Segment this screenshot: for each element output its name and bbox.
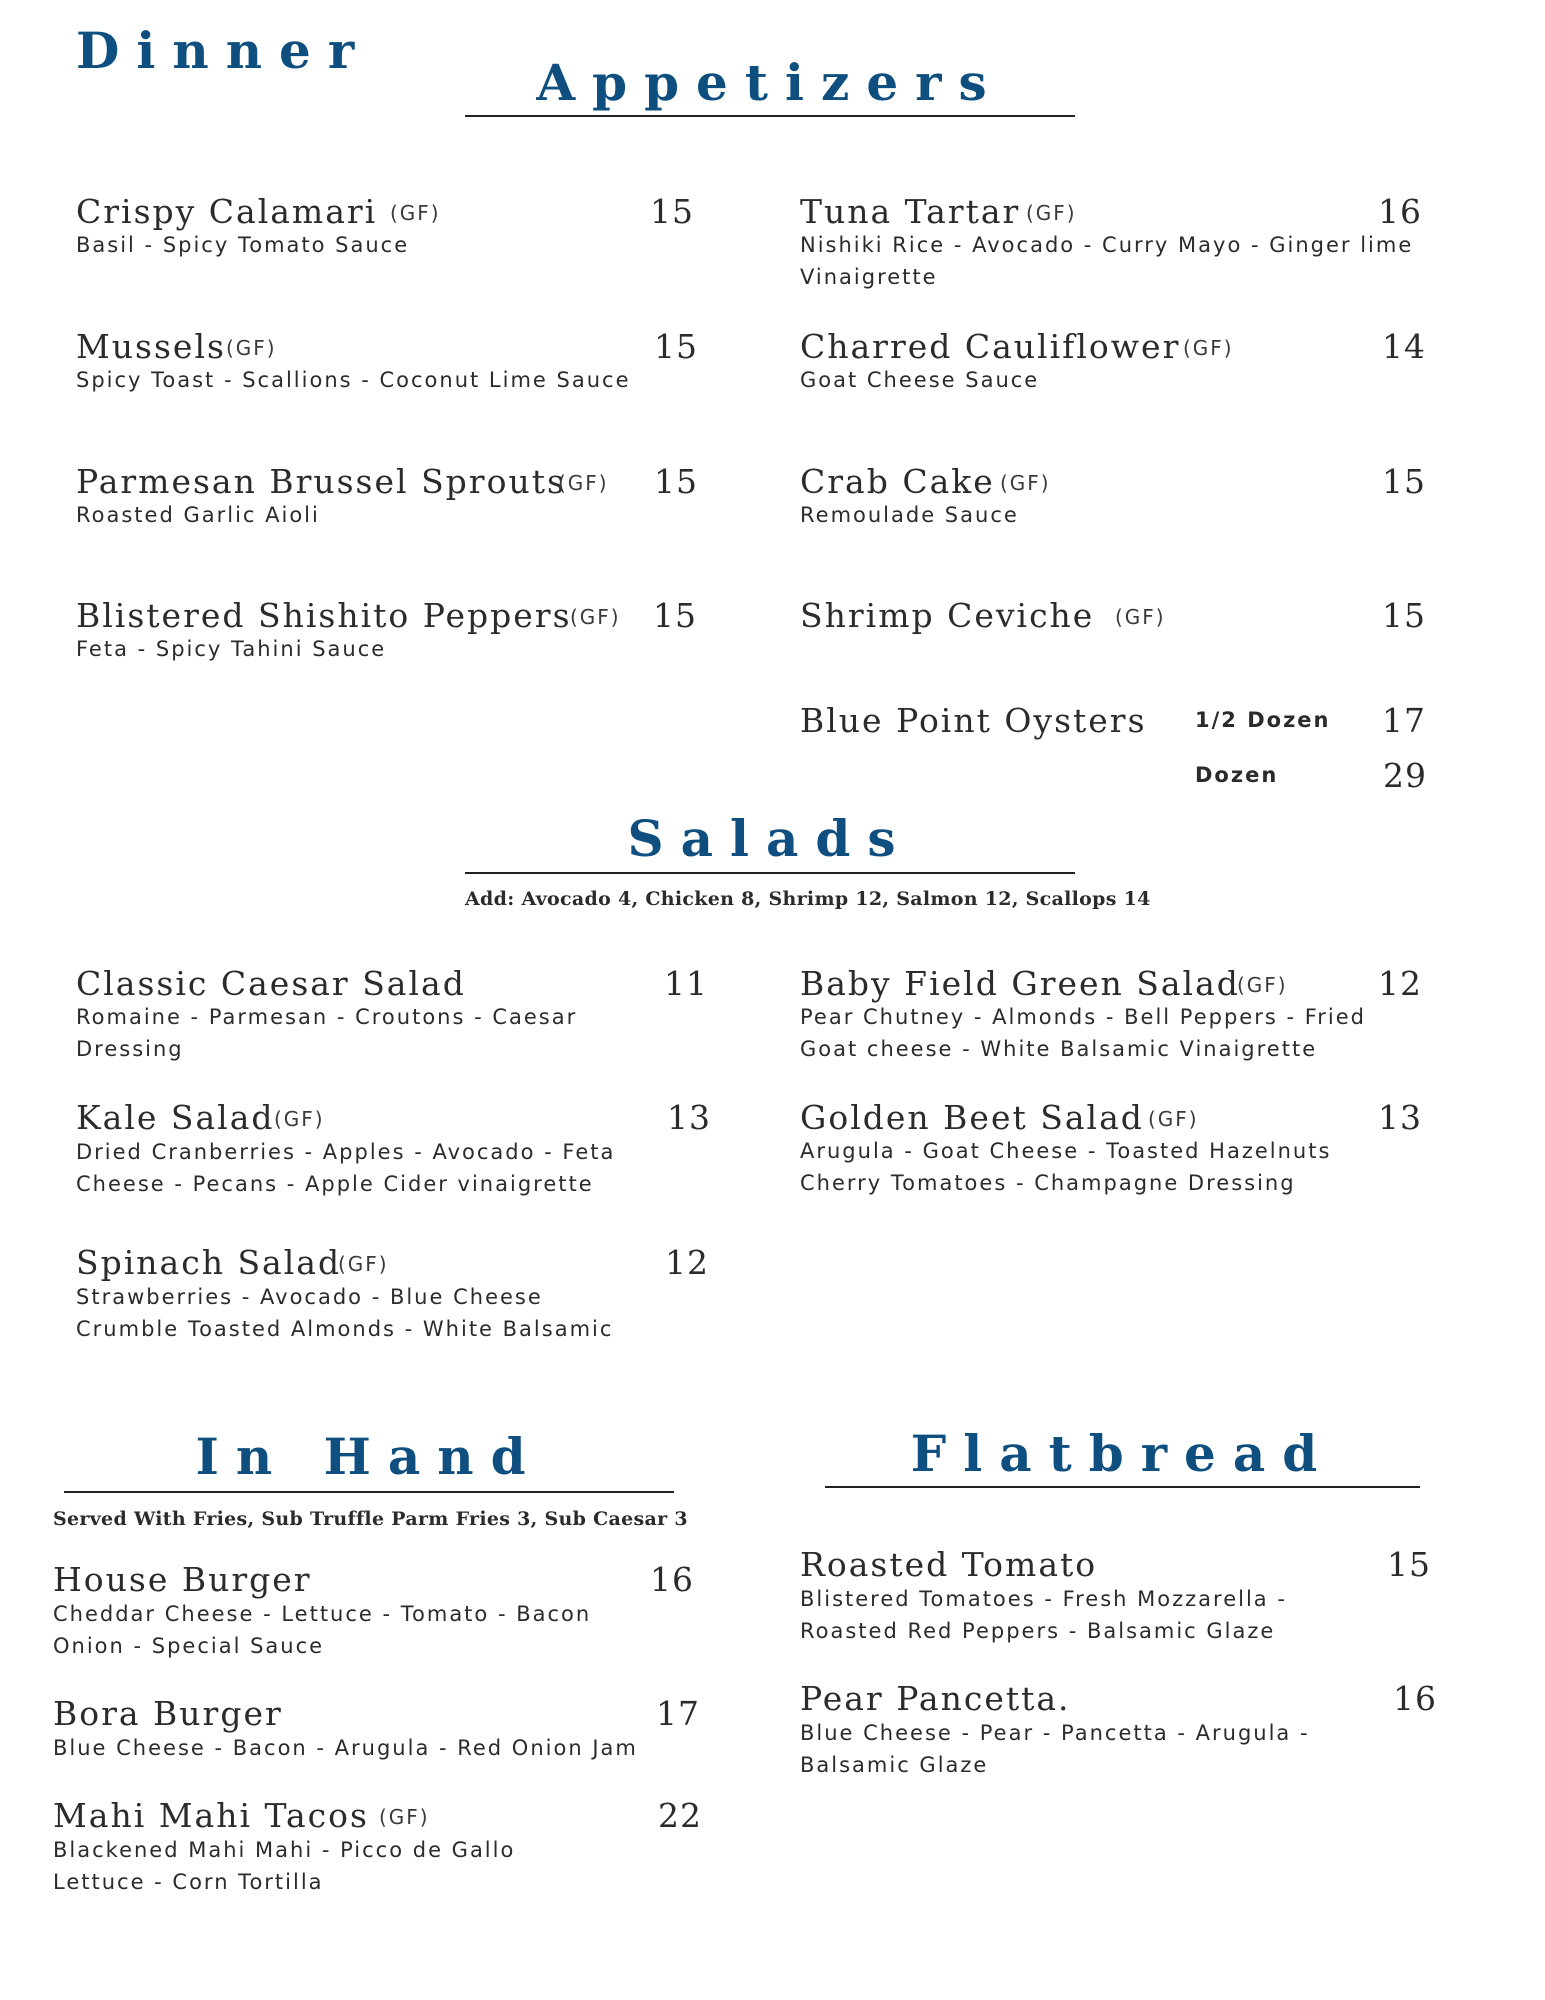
menu-item-description: Blistered Tomatoes - Fresh Mozzarella - [800,1587,1287,1611]
in-hand-divider [64,1491,674,1493]
menu-item-price: 29 [1383,756,1427,795]
menu-item-price: 11 [664,964,708,1003]
gluten-free-tag: (GF) [338,1252,389,1276]
menu-item-description: Dressing [76,1037,184,1061]
menu-item-name: Golden Beet Salad [800,1098,1144,1137]
gluten-free-tag: (GF) [558,471,609,495]
menu-item-name: Bora Burger [53,1694,283,1733]
appetizers-heading: Appetizers [536,53,1004,112]
menu-item-price: 15 [1387,1545,1431,1584]
menu-item-price: 22 [658,1796,702,1835]
menu-item-name: Mussels [76,327,226,366]
gluten-free-tag: (GF) [1183,336,1234,360]
menu-item-price: 15 [654,327,698,366]
menu-item-description: Basil - Spicy Tomato Sauce [76,233,410,257]
in-hand-sides-note: Served With Fries, Sub Truffle Parm Fries 3, Sub Caesar 3 [53,1508,688,1530]
menu-item-description: Cheddar Cheese - Lettuce - Tomato - Bacon [53,1602,592,1626]
gluten-free-tag: (GF) [570,605,621,629]
gluten-free-tag: (GF) [379,1805,430,1829]
menu-item-price: 13 [667,1098,711,1137]
menu-item-name: Charred Cauliflower [800,327,1181,366]
menu-item-description: Crumble Toasted Almonds - White Balsamic [76,1317,614,1341]
menu-item-description: Blue Cheese - Pear - Pancetta - Arugula - [800,1721,1310,1745]
menu-item-price: 12 [1378,964,1422,1003]
flatbread-heading: Flatbread [910,1424,1335,1483]
menu-item-price: 15 [650,192,694,231]
menu-item-price: 13 [1378,1098,1422,1137]
menu-item-name: House Burger [53,1560,312,1599]
menu-item-description: Goat cheese - White Balsamic Vinaigrette [800,1037,1318,1061]
salads-divider [465,872,1075,874]
portion-label: 1/2 Dozen [1195,708,1331,732]
menu-item-price: 17 [656,1694,700,1733]
menu-item-price: 14 [1382,327,1426,366]
menu-item-name: Pear Pancetta. [800,1679,1071,1718]
menu-item-description: Goat Cheese Sauce [800,368,1040,392]
menu-item-name: Blistered Shishito Peppers [76,596,572,635]
menu-item-name: Parmesan Brussel Sprouts [76,462,566,501]
menu-item-description: Blue Cheese - Bacon - Arugula - Red Onion Jam [53,1736,638,1760]
salad-addons-note: Add: Avocado 4, Chicken 8, Shrimp 12, Salmon 12, Scallops 14 [465,888,1151,910]
menu-item-description: Remoulade Sauce [800,503,1019,527]
flatbread-divider [825,1486,1420,1488]
menu-item-description: Lettuce - Corn Tortilla [53,1870,324,1894]
menu-item-description: Blackened Mahi Mahi - Picco de Gallo [53,1838,516,1862]
menu-item-description: Arugula - Goat Cheese - Toasted Hazelnuts [800,1139,1332,1163]
menu-item-name: Shrimp Ceviche [800,596,1095,635]
menu-item-name: Crispy Calamari [76,192,378,231]
appetizers-divider [465,115,1075,117]
menu-item-name: Classic Caesar Salad [76,964,466,1003]
menu-item-price: 15 [1382,596,1426,635]
gluten-free-tag: (GF) [274,1107,325,1131]
menu-item-name: Baby Field Green Salad [800,964,1240,1003]
menu-item-price: 17 [1382,701,1426,740]
portion-label: Dozen [1195,763,1279,787]
menu-item-name: Kale Salad [76,1098,275,1137]
menu-item-name: Roasted Tomato [800,1545,1098,1584]
gluten-free-tag: (GF) [390,201,441,225]
menu-item-description: Nishiki Rice - Avocado - Curry Mayo - Ginger lime [800,233,1414,257]
menu-item-price: 15 [654,462,698,501]
menu-item-description: Strawberries - Avocado - Blue Cheese [76,1285,543,1309]
menu-item-price: 12 [665,1243,709,1282]
menu-item-price: 16 [1378,192,1422,231]
menu-item-name: Crab Cake [800,462,995,501]
gluten-free-tag: (GF) [1148,1107,1199,1131]
menu-item-description: Balsamic Glaze [800,1753,989,1777]
in-hand-heading: In Hand [195,1427,543,1486]
menu-item-name: Spinach Salad [76,1243,342,1282]
gluten-free-tag: (GF) [226,336,277,360]
menu-item-description: Onion - Special Sauce [53,1634,325,1658]
menu-item-description: Spicy Toast - Scallions - Coconut Lime Sauce [76,368,631,392]
gluten-free-tag: (GF) [1000,471,1051,495]
menu-item-description: Roasted Red Peppers - Balsamic Glaze [800,1619,1276,1643]
menu-item-description: Roasted Garlic Aioli [76,503,320,527]
gluten-free-tag: (GF) [1026,201,1077,225]
menu-item-description: Cherry Tomatoes - Champagne Dressing [800,1171,1296,1195]
menu-item-description: Vinaigrette [800,265,938,289]
gluten-free-tag: (GF) [1237,973,1288,997]
menu-item-description: Romaine - Parmesan - Croutons - Caesar [76,1005,578,1029]
menu-title: Dinner [76,21,372,80]
menu-item-description: Cheese - Pecans - Apple Cider vinaigrette [76,1172,594,1196]
menu-item-price: 15 [1382,462,1426,501]
menu-item-price: 15 [653,596,697,635]
menu-item-description: Pear Chutney - Almonds - Bell Peppers - Fried [800,1005,1366,1029]
menu-item-price: 16 [1393,1679,1437,1718]
menu-item-description: Dried Cranberries - Apples - Avocado - Feta [76,1140,616,1164]
salads-heading: Salads [627,809,913,868]
menu-item-name: Tuna Tartar [800,192,1021,231]
gluten-free-tag: (GF) [1115,605,1166,629]
menu-item-name: Mahi Mahi Tacos [53,1796,369,1835]
menu-item-price: 16 [650,1560,694,1599]
menu-item-description: Feta - Spicy Tahini Sauce [76,637,387,661]
menu-item-name: Blue Point Oysters [800,701,1147,740]
